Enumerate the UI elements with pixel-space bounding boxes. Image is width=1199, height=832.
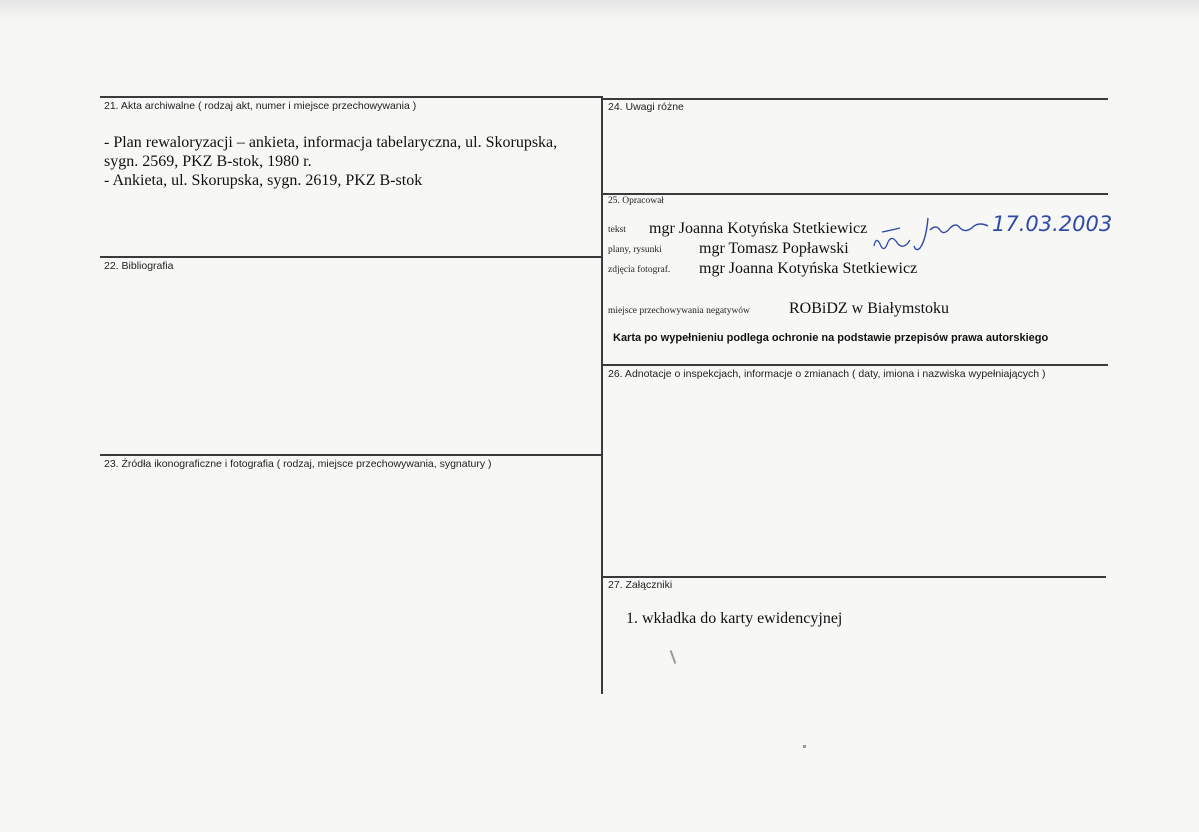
storage-label: miejsce przechowywania negatywów	[608, 306, 750, 316]
section-25-label: 25. Opracował	[608, 196, 664, 206]
attachment-item: 1. wkładka do karty ewidencyjnej	[626, 610, 843, 627]
rule-27	[602, 576, 1106, 578]
section-24-label: 24. Uwagi różne	[608, 101, 684, 113]
rule-25	[602, 193, 1108, 195]
role-photos: zdjęcia fotograf.	[608, 265, 671, 275]
section-21-line-2: sygn. 2569, PKZ B-stok, 1980 r.	[104, 153, 312, 170]
rule-center-vertical	[601, 96, 603, 694]
section-27-label: 27. Załączniki	[608, 579, 673, 591]
section-23-label: 23. Źródła ikonograficzne i fotografia ( rodzaj, miejsce przechowywania, sygnatury )	[104, 458, 492, 470]
section-26-label: 26. Adnotacje o inspekcjach, informacje o zmianach ( daty, imiona i nazwiska wypełniających )	[608, 368, 1046, 380]
scan-speck	[670, 650, 677, 664]
copyright-notice: Karta po wypełnieniu podlega ochronie na podstawie przepisów prawa autorskiego	[613, 332, 1049, 344]
rule-23	[100, 454, 602, 456]
role-plans: plany, rysunki	[608, 245, 662, 255]
author-photos: mgr Joanna Kotyńska Stetkiewicz	[699, 260, 918, 277]
scan-speck	[803, 745, 806, 748]
storage-value: ROBiDZ w Białymstoku	[789, 300, 950, 317]
author-plans: mgr Tomasz Popławski	[699, 240, 849, 257]
handwritten-date: 17.03.2003	[992, 212, 1113, 236]
rule-top-right	[602, 98, 1108, 100]
rule-top-left	[100, 96, 602, 98]
section-21-label: 21. Akta archiwalne ( rodzaj akt, numer i miejsce przechowywania )	[104, 100, 417, 112]
rule-22	[100, 256, 602, 258]
section-21-line-3: - Ankieta, ul. Skorupska, sygn. 2619, PKZ B-stok	[104, 172, 423, 189]
role-text: tekst	[608, 225, 626, 235]
rule-26	[602, 364, 1108, 366]
section-22-label: 22. Bibliografia	[104, 260, 174, 272]
author-text: mgr Joanna Kotyńska Stetkiewicz	[649, 220, 868, 237]
section-21-line-1: - Plan rewaloryzacji – ankieta, informacja tabelaryczna, ul. Skorupska,	[104, 134, 558, 151]
scan-top-shadow	[0, 0, 1199, 22]
